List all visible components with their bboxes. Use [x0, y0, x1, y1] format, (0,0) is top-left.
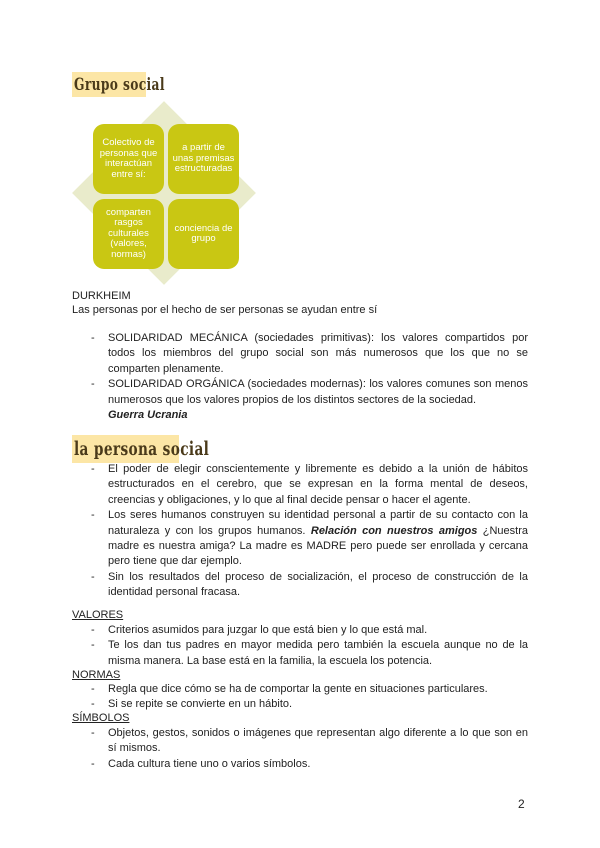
normas-heading: NORMAS	[72, 669, 121, 681]
heading-grupo-social: Grupo social	[72, 72, 146, 97]
list-item: - Cada cultura tiene uno o varios símbolos.	[91, 757, 528, 772]
normas-list	[91, 682, 528, 713]
valores-list	[91, 623, 528, 669]
list-item: - Criterios asumidos para juzgar lo que está bien y lo que está mal.	[91, 623, 528, 638]
diagram-box: a partir de unas premisas estructuradas	[168, 124, 239, 194]
diagram-box: comparten rasgos culturales (valores, normas)	[93, 199, 164, 269]
page-number: 2	[518, 797, 525, 811]
persona-social-list	[91, 462, 528, 601]
list-item-text: SOLIDARIDAD ORGÁNICA (sociedades modernas): los valores comunes son menos numerosos que los valores propios de los distintos sectores de la sociedad.	[108, 378, 528, 406]
intro-text: Las personas por el hecho de ser personas se ayudan entre sí	[72, 304, 378, 316]
list-item-text: ¿Nuestra madre es nuestra amiga? La madre es MADRE pero puede ser enrollada y cercana pero tiene que dar ejemplo.	[108, 524, 528, 568]
author-label: DURKHEIM	[72, 290, 131, 302]
diagram-box: conciencia de grupo	[168, 199, 239, 269]
example-text: Guerra Ucrania	[108, 409, 188, 422]
list-item: - Regla que dice cómo se ha de comportar la gente en situaciones particulares.	[91, 682, 528, 697]
list-item: - Te los dan tus padres en mayor medida pero también la escuela aunque no de la misma manera. La base está en la familia, la escuela los potencia.	[91, 638, 528, 669]
list-item	[91, 508, 528, 570]
list-item-text: Los seres humanos construyen su identidad personal a partir de su contacto con la naturaleza y con los grupos humanos.	[108, 509, 528, 537]
list-item: - El poder de elegir conscientemente y libremente es debido a la unión de hábitos estructurados en el cerebro, que se expresan en la forma mental de deseos, creencias y obligaciones, y lo que al final decide pensar o hacer el agente.	[91, 462, 528, 508]
list-item	[91, 377, 528, 423]
list-item: - SOLIDARIDAD MECÁNICA (sociedades primitivas): los valores compartidos por todos los miembros del grupo social son más numerosos que los que no se comparten plenamente.	[91, 331, 528, 377]
simbolos-list	[91, 726, 528, 772]
list-item: - Sin los resultados del proceso de socialización, el proceso de construcción de la identidad personal fracasa.	[91, 570, 528, 601]
emphasis-text: Relación con nuestros amigos	[310, 524, 478, 537]
solidaridad-list	[91, 331, 528, 423]
list-item: - Objetos, gestos, sonidos o imágenes que representan algo diferente a lo que son en sí mismos.	[91, 726, 528, 757]
valores-heading: VALORES	[72, 609, 124, 621]
diagram-box: Colectivo de personas que interactúan entre sí:	[93, 124, 164, 194]
list-item: - Si se repite se convierte en un hábito.	[91, 697, 528, 712]
heading-persona-social: la persona social	[72, 435, 179, 463]
simbolos-heading: SÍMBOLOS	[72, 712, 130, 724]
